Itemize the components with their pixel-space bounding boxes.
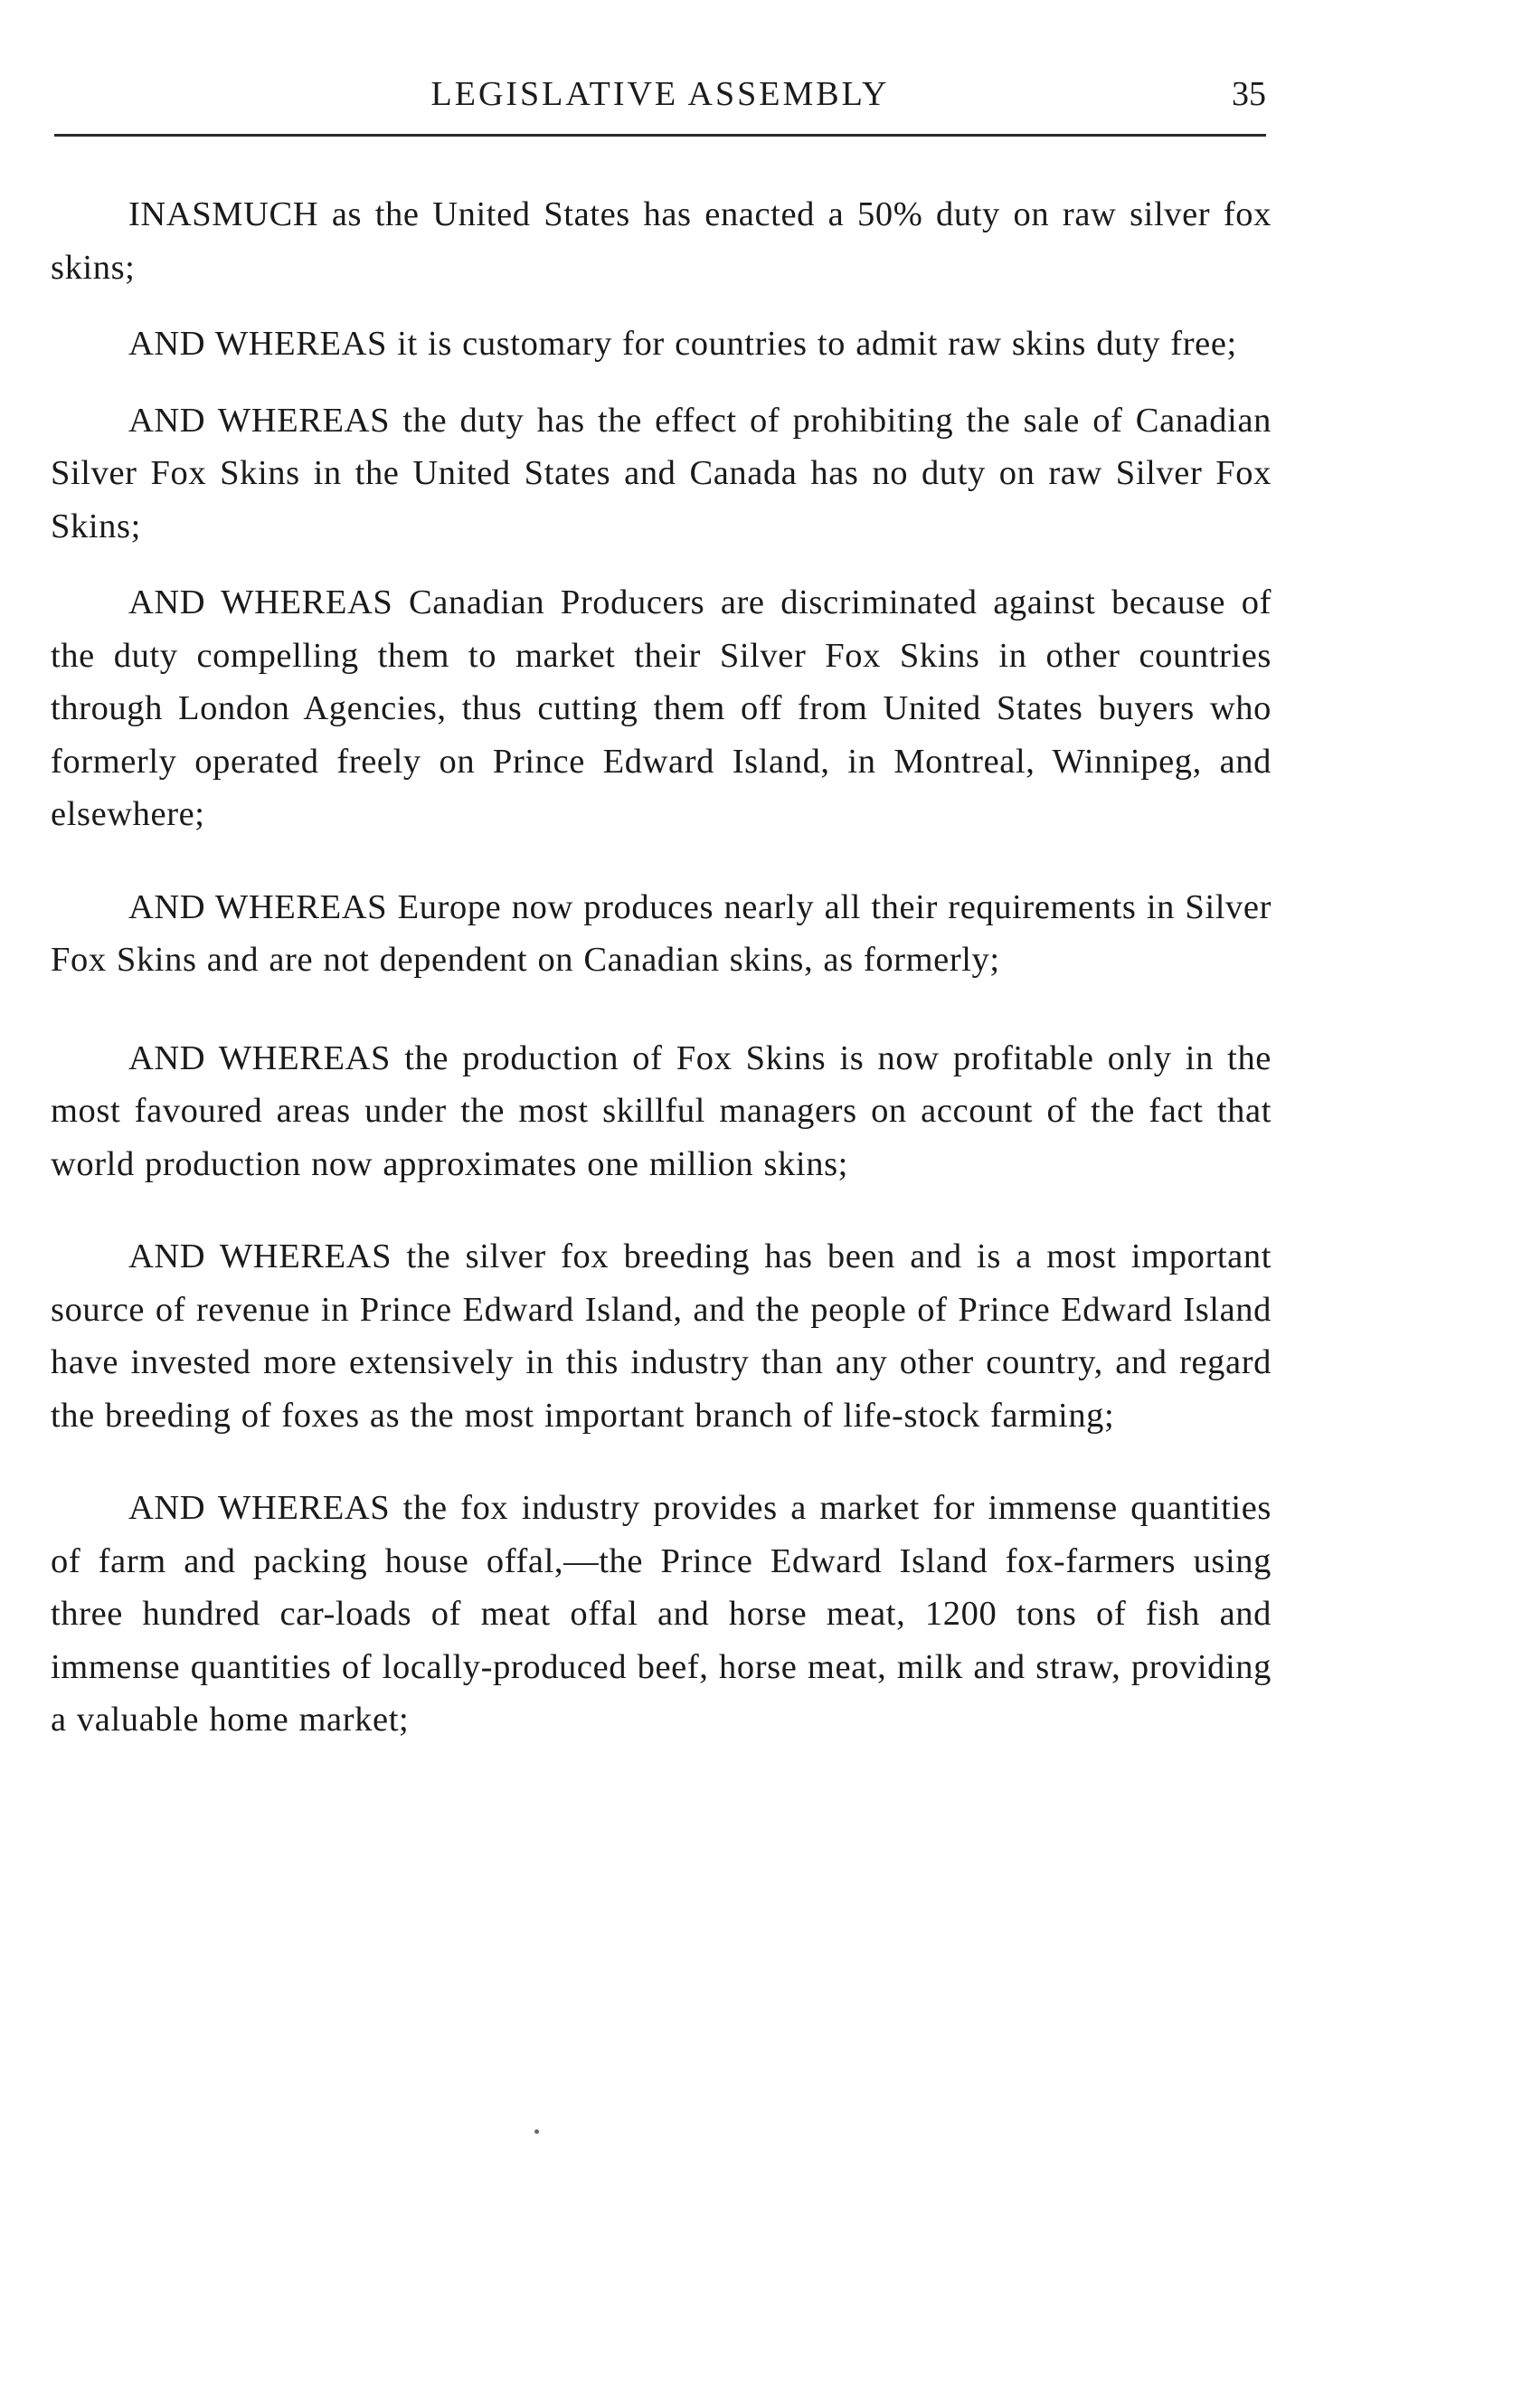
paragraph-whereas-prohibiting-sale: AND WHEREAS the duty has the effect of prohibiting the sale of Canadian Silver Fox Skins in the United States and Canada has no duty on raw Silver Fox Skins; [51, 401, 1271, 545]
paragraph-whereas-europe: AND WHEREAS Europe now produces nearly all their requirements in Silver Fox Skins and are not dependent on Canadian skins, as formerly; [51, 887, 1271, 979]
paragraph-whereas-market: AND WHEREAS the fox industry provides a market for immense quantities of farm and packing house offal,—the Prince Edward Island fox-farmers using three hundred car-loads of meat offal and horse meat, 1200 tons of fish and immense quantities of locally-produced beef, horse meat, milk and straw, providing a valuable home market; [51, 1489, 1271, 1739]
header-rule [54, 134, 1266, 137]
paragraph-whereas-discriminated: AND WHEREAS Canadian Producers are discriminated against because of the duty compelling them to market their Silver Fox Skins in other countries through London Agencies, thus cutting them off from United States buyers who formerly operated freely on Prince Edward Island, in Montreal, Winnipeg, and elsewhere; [51, 583, 1271, 833]
body-text [51, 188, 1271, 1770]
running-head [54, 74, 1266, 119]
running-title: LEGISLATIVE ASSEMBLY [430, 75, 890, 113]
paragraph-whereas-breeding: AND WHEREAS the silver fox breeding has been and is a most important source of revenue in Prince Edward Island, and the people of Prince Edward Island have invested more extensively in this industry than any other country, and regard the breeding of foxes as the most important branch of life-stock farming; [51, 1237, 1271, 1435]
paragraph-whereas-duty-free: AND WHEREAS it is customary for countries to admit raw skins duty free; [128, 325, 1237, 363]
paragraph-inasmuch: INASMUCH as the United States has enacted a 50% duty on raw silver fox skins; [51, 195, 1271, 287]
ink-speck [534, 2129, 539, 2134]
page-number: 35 [1232, 75, 1266, 113]
paragraph-whereas-production: AND WHEREAS the production of Fox Skins is now profitable only in the most favoured areas under the most skillful managers on account of the fact that world production now approximates one million skins; [51, 1038, 1271, 1183]
